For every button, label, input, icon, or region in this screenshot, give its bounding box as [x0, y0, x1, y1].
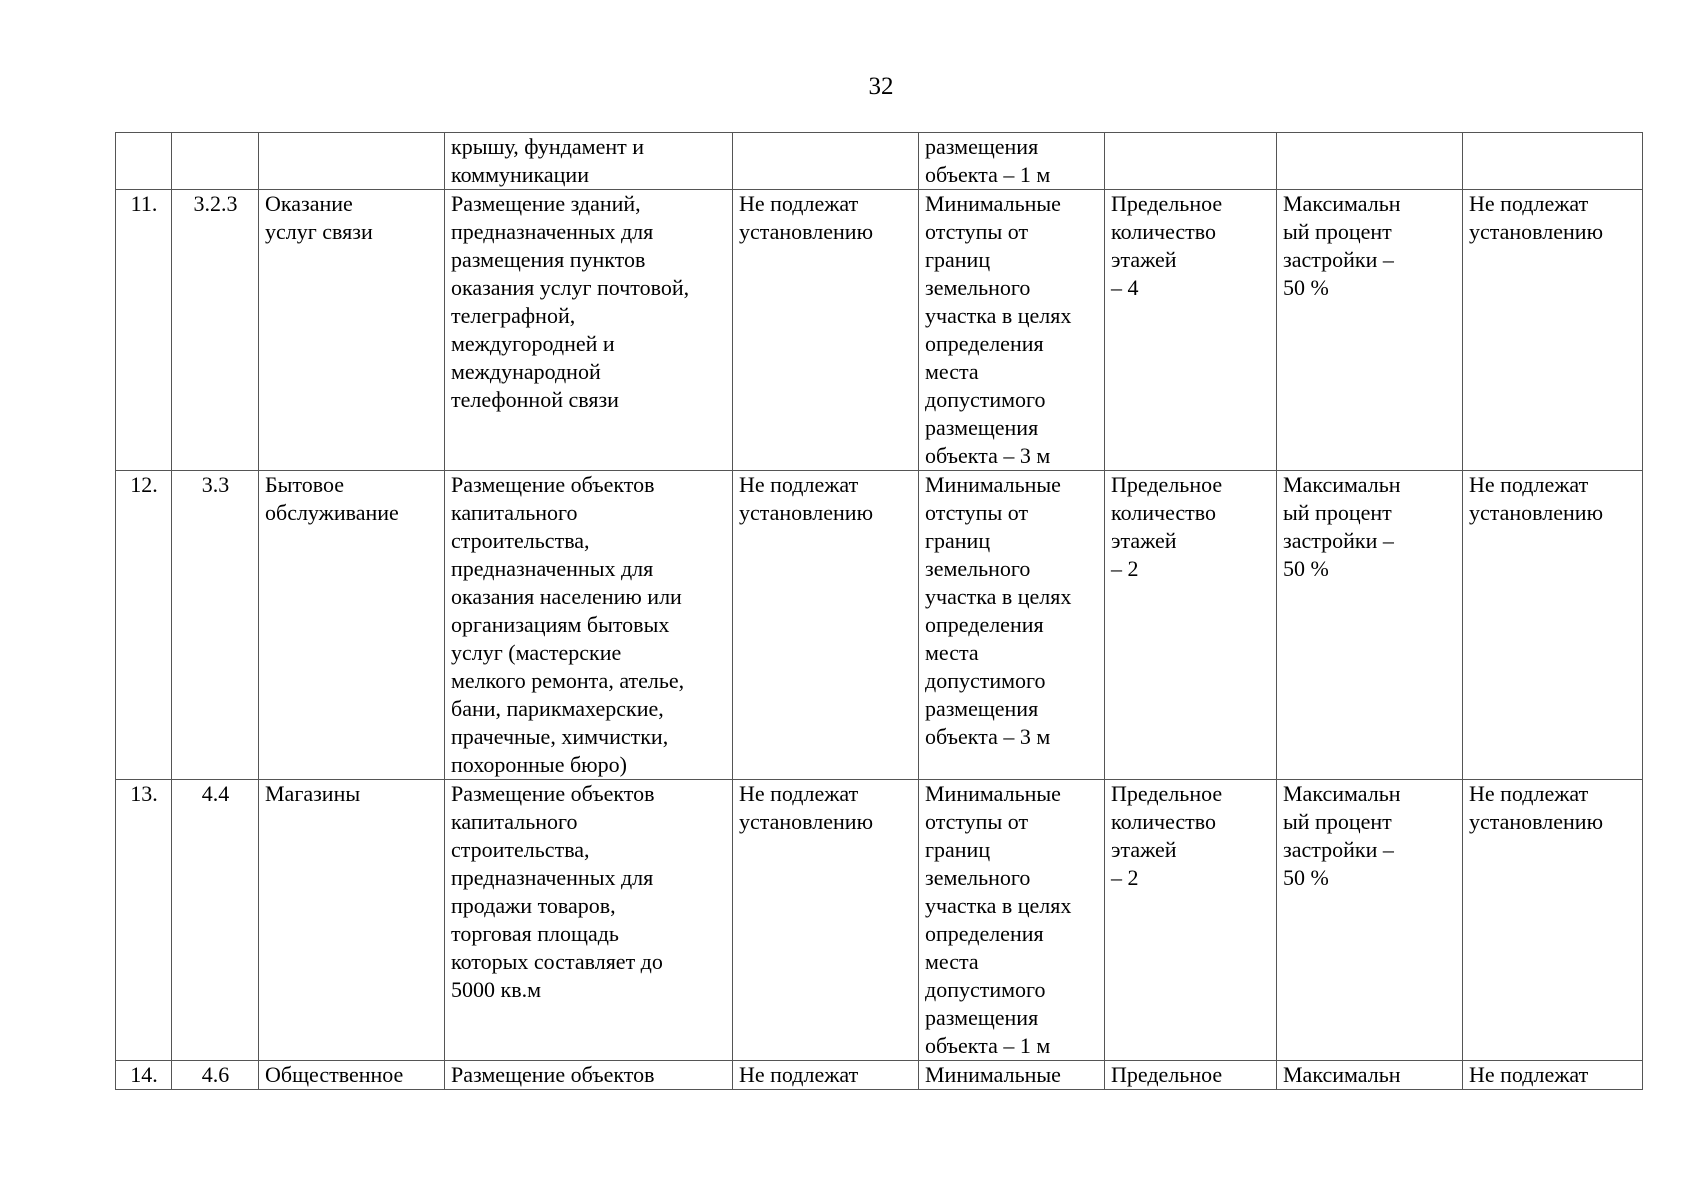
other-params-cell: Не подлежат установлению: [1463, 780, 1643, 1061]
description-cell: Размещение объектов капитального строительства, предназначенных для продажи товаров, торговая площадь которых составляет до 5000 кв.м: [445, 780, 733, 1061]
coverage-cell: Максимальн ый процент застройки – 50 %: [1277, 471, 1463, 780]
other-params-cell: Не подлежат: [1463, 1061, 1643, 1090]
use-code-cell: 3.3: [172, 471, 259, 780]
other-params-cell: [1463, 133, 1643, 190]
use-name-cell: Оказание услуг связи: [259, 190, 445, 471]
setbacks-cell: размещения объекта – 1 м: [919, 133, 1105, 190]
setbacks-cell: Минимальные: [919, 1061, 1105, 1090]
other-params-cell: Не подлежат установлению: [1463, 471, 1643, 780]
setbacks-cell: Минимальные отступы от границ земельного участка в целях определения места допустимого размещения объекта – 3 м: [919, 471, 1105, 780]
area-limits-cell: [733, 133, 919, 190]
use-code-cell: 4.6: [172, 1061, 259, 1090]
area-limits-cell: Не подлежат: [733, 1061, 919, 1090]
table-row: [116, 780, 1643, 1061]
use-code-cell: [172, 133, 259, 190]
use-code-cell: 3.2.3: [172, 190, 259, 471]
use-name-cell: Магазины: [259, 780, 445, 1061]
row-number-cell: 12.: [116, 471, 172, 780]
use-name-cell: Общественное: [259, 1061, 445, 1090]
coverage-cell: Максимальн ый процент застройки – 50 %: [1277, 780, 1463, 1061]
table-row: [116, 1061, 1643, 1090]
description-cell: Размещение зданий, предназначенных для размещения пунктов оказания услуг почтовой, телеграфной, междугородней и международной телефонной связи: [445, 190, 733, 471]
use-name-cell: Бытовое обслуживание: [259, 471, 445, 780]
page-number: 32: [868, 73, 894, 100]
other-params-cell: Не подлежат установлению: [1463, 190, 1643, 471]
floors-cell: Предельное количество этажей – 4: [1105, 190, 1277, 471]
row-number-cell: 14.: [116, 1061, 172, 1090]
row-number-cell: 11.: [116, 190, 172, 471]
floors-cell: Предельное: [1105, 1061, 1277, 1090]
use-code-cell: 4.4: [172, 780, 259, 1061]
floors-cell: [1105, 133, 1277, 190]
description-cell: крышу, фундамент и коммуникации: [445, 133, 733, 190]
table-row: [116, 471, 1643, 780]
area-limits-cell: Не подлежат установлению: [733, 190, 919, 471]
area-limits-cell: Не подлежат установлению: [733, 471, 919, 780]
zoning-table: [115, 132, 1643, 1090]
coverage-cell: Максимальн: [1277, 1061, 1463, 1090]
area-limits-cell: Не подлежат установлению: [733, 780, 919, 1061]
table-row: [116, 190, 1643, 471]
use-name-cell: [259, 133, 445, 190]
description-cell: Размещение объектов: [445, 1061, 733, 1090]
setbacks-cell: Минимальные отступы от границ земельного участка в целях определения места допустимого размещения объекта – 1 м: [919, 780, 1105, 1061]
coverage-cell: Максимальн ый процент застройки – 50 %: [1277, 190, 1463, 471]
setbacks-cell: Минимальные отступы от границ земельного участка в целях определения места допустимого размещения объекта – 3 м: [919, 190, 1105, 471]
table-row: [116, 133, 1643, 190]
description-cell: Размещение объектов капитального строительства, предназначенных для оказания населению или организациям бытовых услуг (мастерские мелкого ремонта, ателье, бани, парикмахерские, прачечные, химчистки, похоронные бюро): [445, 471, 733, 780]
coverage-cell: [1277, 133, 1463, 190]
row-number-cell: 13.: [116, 780, 172, 1061]
floors-cell: Предельное количество этажей – 2: [1105, 780, 1277, 1061]
floors-cell: Предельное количество этажей – 2: [1105, 471, 1277, 780]
row-number-cell: [116, 133, 172, 190]
